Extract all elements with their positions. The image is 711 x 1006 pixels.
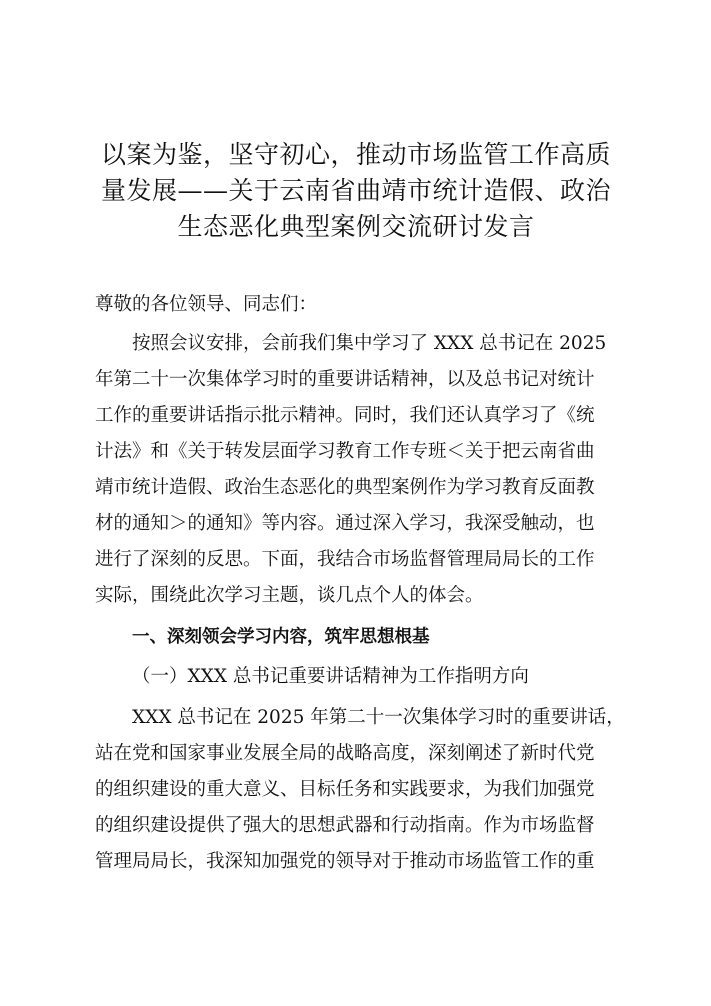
title-line: 生态恶化典型案例交流研讨发言 (177, 212, 535, 241)
paragraph-line: 计法》和《关于转发层面学习教育工作专班＜关于把云南省曲 (95, 441, 595, 462)
paragraph-speech (95, 700, 625, 880)
paragraph-line: 年第二十一次集体学习时的重要讲话精神，以及总书记对统计 (95, 369, 595, 390)
paragraph-line: 的组织建设的重大意义、目标任务和实践要求，为我们加强党 (95, 779, 595, 800)
section-heading-1 (95, 619, 662, 655)
subsection-heading-text: （一）XXX 总书记重要讲话精神为工作指明方向 (132, 666, 529, 687)
paragraph-line: 材的通知＞的通知》等内容。通过深入学习，我深受触动，也 (95, 513, 595, 534)
paragraph-line: 进行了深刻的反思。下面，我结合市场监督管理局局长的工作 (95, 549, 595, 570)
paragraph-line: 管理局局长，我深知加强党的领导对于推动市场监管工作的重 (95, 851, 595, 872)
document-title (80, 137, 632, 245)
paragraph-line: 靖市统计造假、政治生态恶化的典型案例作为学习教育反面教 (95, 477, 595, 498)
salutation-text: 尊敬的各位领导、同志们： (95, 294, 318, 315)
section-heading-text: 一、深刻领会学习内容，筑牢思想根基 (132, 627, 430, 647)
subsection-heading-1 (95, 659, 662, 695)
paragraph-line: 工作的重要讲话指示批示精神。同时，我们还认真学习了《统 (95, 405, 595, 426)
paragraph-line: 按照会议安排，会前我们集中学习了 XXX 总书记在 2025 (132, 333, 607, 354)
title-line: 量发展——关于云南省曲靖市统计造假、政治 (100, 176, 611, 205)
paragraph-intro (95, 326, 625, 614)
salutation (95, 287, 625, 323)
paragraph-line: 站在党和国家事业发展全局的战略高度，深刻阐述了新时代党 (95, 743, 595, 764)
paragraph-line: XXX 总书记在 2025 年第二十一次集体学习时的重要讲话， (132, 707, 625, 728)
paragraph-line: 的组织建设提供了强大的思想武器和行动指南。作为市场监督 (95, 815, 595, 836)
paragraph-line: 实际，围绕此次学习主题，谈几点个人的体会。 (95, 585, 484, 606)
title-line: 以案为鉴，坚守初心，推动市场监管工作高质 (100, 140, 611, 169)
